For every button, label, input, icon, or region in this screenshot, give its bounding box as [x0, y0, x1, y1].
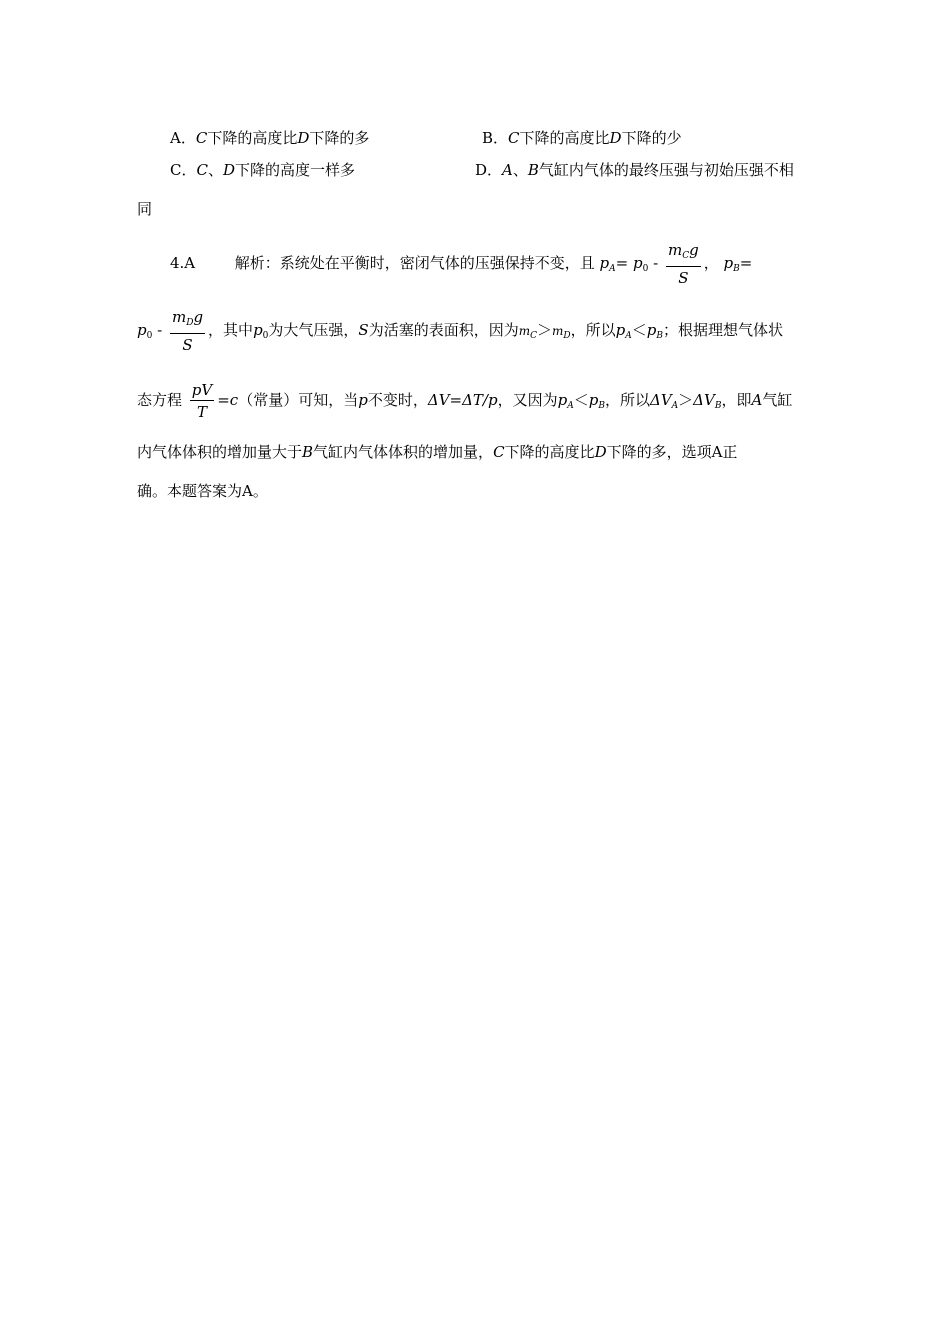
l2-text-3: 为活塞的表面积，因为 — [368, 321, 519, 339]
l2-pB-sub: B — [656, 331, 663, 341]
option-d-sep: 、 — [512, 161, 528, 179]
var-pA: p — [599, 254, 610, 272]
frac2-m: m — [171, 308, 187, 326]
option-b-prefix: B． — [482, 129, 509, 147]
frac1-m: m — [667, 241, 683, 259]
frac2-g: g — [193, 308, 204, 326]
l3-text-1: 态方程 — [137, 391, 183, 409]
frac1-den: S — [678, 269, 689, 287]
l3-dVB-sub: B — [714, 401, 722, 411]
option-b-text1: 下降的高度比 — [519, 129, 610, 147]
option-d-var-a: A — [502, 161, 513, 179]
var-pB: p — [723, 254, 734, 272]
l3-delta-v: ΔV=ΔT/p — [427, 391, 498, 409]
option-c-text: 下降的高度一样多 — [235, 161, 356, 179]
l2-pA: p — [615, 321, 626, 339]
solution-line-3 — [137, 380, 792, 426]
l2-mD: m — [552, 324, 564, 338]
solution-line-2 — [137, 308, 783, 356]
frac2-m-sub: D — [186, 318, 194, 328]
l2-p0: p — [253, 321, 263, 339]
option-b-text2: 下降的少 — [621, 129, 682, 147]
l2-text-4: ，所以 — [570, 321, 616, 339]
l2-gt: ＞ — [537, 321, 553, 339]
l2-mC-sub: C — [530, 331, 537, 341]
option-d-text: 气缸内气体的最终压强与初始压强不相 — [538, 161, 794, 179]
l2-pA-sub: A — [625, 331, 632, 341]
l2-text-1: ，其中 — [208, 321, 254, 339]
option-a-text2: 下降的多 — [309, 129, 370, 147]
fraction-pv-over-t — [190, 381, 214, 421]
minus-sign: - — [653, 254, 659, 272]
l3-p: p — [358, 391, 368, 409]
l3-text-5: ，所以 — [604, 391, 650, 409]
var-p0: p — [633, 254, 643, 272]
option-b-var-c: C — [508, 129, 520, 147]
comma: ， — [703, 254, 719, 272]
solution-number: 4.A — [170, 254, 196, 272]
l3-text-3: 不变时， — [367, 391, 428, 409]
l4-D: D — [594, 443, 607, 461]
var-p0-2: p — [137, 321, 147, 339]
l4-text-1: 内气体体积的增加量大于 — [137, 443, 303, 461]
l3-pB-sub: B — [598, 401, 605, 411]
l2-pB: p — [646, 321, 657, 339]
l2-text-5: ；根据理想气体状 — [663, 321, 784, 339]
l4-B: B — [302, 443, 314, 461]
option-a-text1: 下降的高度比 — [207, 129, 298, 147]
fraction-mcg-over-s — [666, 241, 701, 287]
var-pA-sub: A — [609, 264, 616, 274]
l2-lt: ＜ — [631, 321, 647, 339]
l3-text-7: 气缸 — [762, 391, 793, 409]
l3-A: A — [751, 391, 763, 409]
l2-S: S — [358, 321, 369, 339]
option-a-var-d: D — [297, 129, 310, 147]
frac3-num: pV — [191, 381, 213, 399]
l3-text-4: ，又因为 — [497, 391, 558, 409]
option-a-var-c: C — [195, 129, 208, 147]
option-b-var-d: D — [609, 129, 622, 147]
l3-text-6: ，即 — [721, 391, 752, 409]
l3-eq-c: =c — [217, 391, 239, 409]
solution-line-5: 确。本题答案为A。 — [137, 482, 268, 500]
option-c-prefix: C． — [170, 161, 197, 179]
option-a — [170, 128, 369, 148]
l3-dVA-sub: A — [671, 401, 679, 411]
l4-text-4: 下降的多，选项A正 — [606, 443, 738, 461]
l4-C: C — [493, 443, 505, 461]
fraction-mdg-over-s — [170, 308, 205, 354]
option-c — [170, 160, 355, 180]
l3-lt: ＜ — [573, 391, 589, 409]
l2-mC: m — [518, 324, 531, 338]
var-p0-2-sub: 0 — [146, 331, 153, 341]
solution-l1-text: 系统处在平衡时，密闭气体的压强保持不变，且 — [279, 254, 595, 272]
frac2-den: S — [182, 336, 193, 354]
solution-line-1 — [170, 241, 752, 289]
l3-dVB: ΔV — [693, 391, 715, 409]
minus-sign-2: - — [157, 321, 163, 339]
frac3-den: T — [197, 403, 208, 421]
l2-text-2: 为大气压强， — [268, 321, 359, 339]
option-b — [482, 128, 682, 148]
solution-label: 解析： — [234, 254, 280, 272]
equals-sign-2: = — [739, 254, 753, 272]
option-a-prefix: A． — [170, 129, 196, 147]
option-d — [475, 160, 794, 180]
option-c-var-c: C — [196, 161, 208, 179]
l3-pA-sub: A — [567, 401, 574, 411]
equals-sign: = — [615, 254, 629, 272]
l2-mD-sub: D — [563, 331, 571, 341]
option-d-wrap: 同 — [137, 200, 153, 218]
l3-text-2: （常量）可知，当 — [238, 391, 359, 409]
option-d-var-b: B — [527, 161, 539, 179]
l2-p0-sub: 0 — [262, 331, 269, 341]
option-c-sep: 、 — [207, 161, 223, 179]
frac1-g: g — [689, 241, 699, 259]
l3-dVA: ΔV — [649, 391, 672, 409]
l3-pA: p — [557, 391, 568, 409]
solution-line-4 — [137, 442, 737, 462]
option-c-var-d: D — [222, 161, 236, 179]
option-d-prefix: D． — [475, 161, 503, 179]
var-pB-sub: B — [733, 264, 740, 274]
l4-text-3: 下降的高度比 — [504, 443, 595, 461]
var-p0-sub: 0 — [642, 264, 649, 274]
l4-text-2: 气缸内气体体积的增加量， — [313, 443, 494, 461]
l3-gt: ＞ — [678, 391, 694, 409]
frac1-m-sub: C — [682, 251, 690, 261]
l3-pB: p — [588, 391, 599, 409]
